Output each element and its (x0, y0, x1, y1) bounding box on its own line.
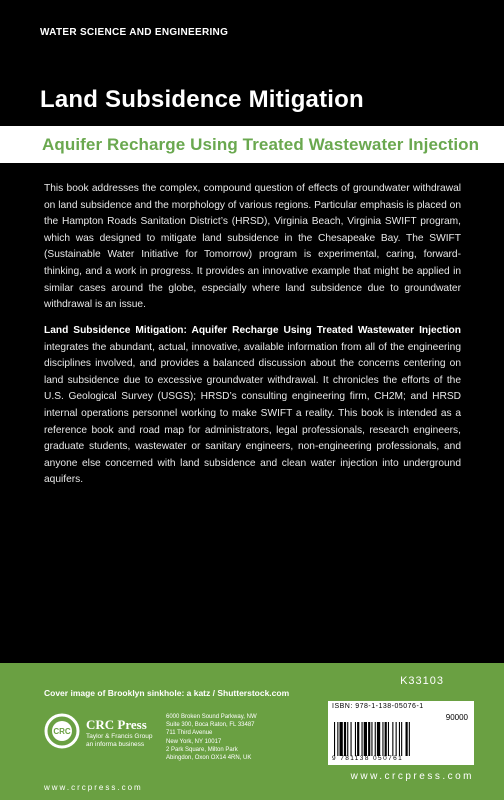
book-subtitle: Aquifer Recharge Using Treated Wastewater Injection (42, 135, 480, 154)
crc-logo-icon (44, 713, 80, 749)
svg-text:CRC: CRC (53, 727, 71, 736)
catalog-code: K33103 (400, 675, 444, 687)
description-paragraph-2 (44, 323, 461, 489)
barcode-icon (332, 722, 470, 756)
cover-image-credit: Cover image of Brooklyn sinkhole: a katz / Shutterstock.com (44, 688, 290, 698)
subtitle-band (0, 126, 504, 163)
publisher-url-small[interactable]: www.crcpress.com (44, 783, 143, 792)
address-line: Suite 300, Boca Raton, FL 33487 (166, 722, 255, 729)
publisher-url[interactable]: www.crcpress.com (350, 771, 474, 782)
address-line: New York, NY 10017 (166, 738, 222, 745)
address-line: 6000 Broken Sound Parkway, NW (166, 714, 257, 720)
footer-band (0, 663, 504, 800)
address-line: 711 Third Avenue (166, 730, 213, 737)
price-code: 90000 (445, 713, 468, 722)
paragraph-2-bold-title: Land Subsidence Mitigation: Aquifer Recharge Using Treated Wastewater Injection (44, 325, 461, 336)
publisher-group: Taylor & Francis Group (86, 733, 153, 740)
publisher-name: CRC Press (86, 717, 147, 732)
publisher-logo-text (86, 717, 152, 749)
paragraph-2-text: integrates the abundant, actual, innovative, available information from all of the engineering disciplines involved, and provides a balanced discussion about the concerns centering on land subsidence due to excessive groundwater withdrawal. It chronicles the efforts of the U.S. Geological Survey (USGS); HRSD’s consulting engineering firm, CH2M; and HRSD internal operations personnel working to make SWIFT a reality. This book is intended as a reference book and road map for administrators, legal professionals, research engineers, graduate students, wastewater or sanitary engineers, non-engineering professionals, and anyone else concerned with land subsidence and clean water injection into underground aquifers. (44, 341, 461, 486)
barcode-block (328, 701, 474, 765)
publisher-tagline: an informa business (86, 741, 145, 748)
isbn-number: ISBN: 978-1-138-05076-1 (332, 703, 424, 710)
book-title: Land Subsidence Mitigation (40, 86, 364, 113)
series-label: WATER SCIENCE AND ENGINEERING (40, 27, 229, 38)
publisher-addresses (166, 713, 257, 762)
description-paragraph-1: This book addresses the complex, compound question of effects of groundwater withdrawal on land subsidence and the morphology of various regions. Particular emphasis is placed on the Hampton Roads Sanitation District’s (HRSD), Virginia Beach, Virginia SWIFT program, which was designed to mitigate land subsidence in the Chesapeake Bay. The SWIFT (Sustainable Water Initiative for Tomorrow) program is experimental, caring, forward-thinking, and a work in progress. It provides an innovative example that might be applied in similar cases around the globe, especially where land subsidence due to groundwater withdrawal is an issue. (44, 183, 461, 311)
address-line: 2 Park Square, Milton Park (166, 746, 238, 753)
barcode-digits: 9 781138 050761 (332, 755, 404, 762)
address-line: Abingdon, Oxon OX14 4RN, UK (166, 755, 252, 762)
